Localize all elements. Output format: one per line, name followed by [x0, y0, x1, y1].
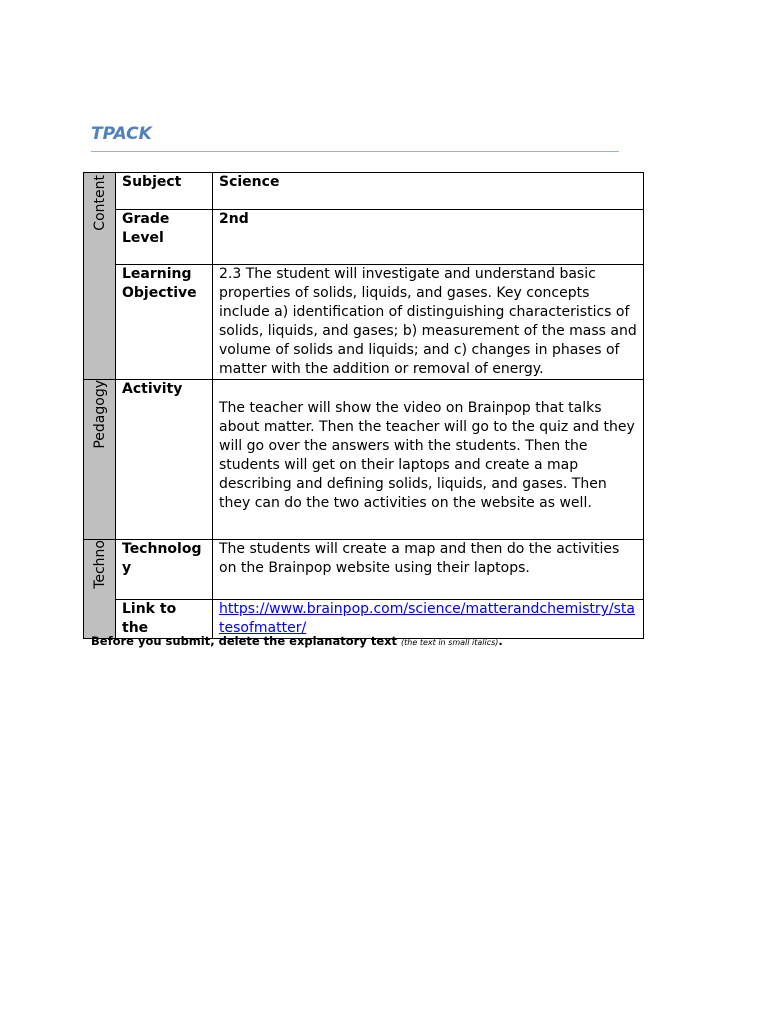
document-title: TPACK: [91, 124, 152, 144]
grade-level-label: Grade Level: [116, 210, 213, 265]
technology-label: Technolog y: [116, 540, 213, 600]
title-underline: [91, 151, 619, 152]
section-technology: [84, 540, 116, 639]
link-cell: [213, 600, 644, 639]
submission-note: [91, 634, 503, 648]
table-row-activity: [84, 380, 644, 540]
section-technology-label: Techno: [92, 540, 108, 589]
activity-label: Activity: [116, 380, 213, 540]
note-main: Before you submit, delete the explanatory text: [91, 634, 398, 648]
table-row-subject: [84, 173, 644, 210]
note-small-italic: (the text in small italics): [401, 638, 499, 647]
note-period: .: [498, 634, 503, 648]
section-content-label: Content: [92, 175, 108, 231]
subject-value: Science: [213, 173, 644, 210]
grade-level-value: 2nd: [213, 210, 644, 265]
table-row-technology: [84, 540, 644, 600]
table-row-grade: [84, 210, 644, 265]
table-row-link: [84, 600, 644, 639]
table-row-objective: [84, 265, 644, 380]
section-pedagogy: [84, 380, 116, 540]
section-pedagogy-label: Pedagogy: [92, 380, 108, 449]
link-label: Link to the: [116, 600, 213, 639]
technology-value: The students will create a map and then do the activities on the Brainpop website using their laptops.: [213, 540, 644, 600]
subject-label: Subject: [116, 173, 213, 210]
activity-value: [213, 380, 644, 540]
activity-text: The teacher will show the video on Brainpop that talks about matter. Then the teacher will go to the quiz and they will go over the answers with the students. Then the students will get on their laptops and create a map describing and defining solids, liquids, and gases. Then they can do the two activities on the website as well.: [219, 400, 635, 511]
learning-objective-value: 2.3 The student will investigate and understand basic properties of solids, liquids, and gases. Key concepts include a) identification of distinguishing characteristics of solids, liquids, and gases; b) measurement of the mass and volume of solids and liquids; and c) changes in phases of matter with the addition or removal of energy.: [213, 265, 644, 380]
learning-objective-label: Learning Objective: [116, 265, 213, 380]
section-content: [84, 173, 116, 380]
brainpop-link[interactable]: https://www.brainpop.com/science/matterandchemistry/statesofmatter/: [219, 601, 636, 636]
tpack-table: [83, 172, 644, 639]
